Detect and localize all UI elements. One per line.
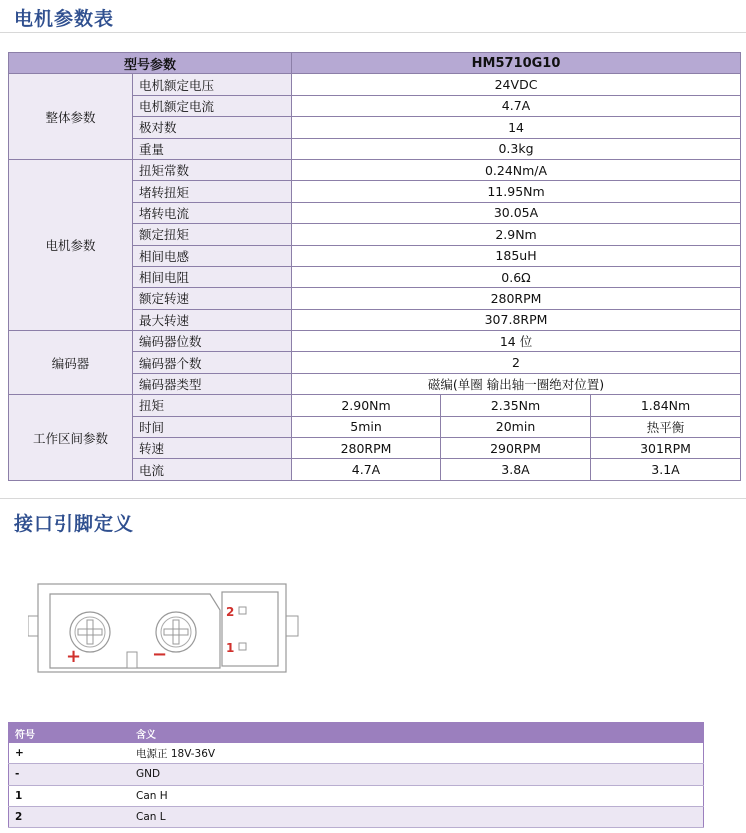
param-name: 相间电感 (133, 245, 292, 266)
pin-row (9, 764, 704, 785)
work-range-value: 3.8A (441, 459, 591, 480)
param-value: 磁编(单圈 输出轴一圈绝对位置) (292, 373, 741, 394)
pin-meaning: Can H (130, 785, 704, 806)
work-range-value: 290RPM (441, 438, 591, 459)
work-range-value: 2.90Nm (292, 395, 441, 416)
param-name: 堵转电流 (133, 202, 292, 223)
work-range-value: 280RPM (292, 438, 441, 459)
param-value: 2 (292, 352, 741, 373)
param-name: 编码器位数 (133, 331, 292, 352)
param-group-label: 工作区间参数 (9, 395, 133, 481)
section-title-motor-params: 电机参数表 (14, 8, 115, 30)
param-name: 最大转速 (133, 309, 292, 330)
param-value: 30.05A (292, 202, 741, 223)
pin-symbol: 2 (9, 806, 131, 827)
param-name: 额定扭矩 (133, 224, 292, 245)
param-value: 0.24Nm/A (292, 159, 741, 180)
pin-meaning: Can L (130, 806, 704, 827)
param-name: 时间 (133, 416, 292, 437)
header-model-param: 型号参数 (9, 53, 292, 74)
param-name: 编码器个数 (133, 352, 292, 373)
work-range-value: 4.7A (292, 459, 441, 480)
work-range-value: 5min (292, 416, 441, 437)
param-name: 编码器类型 (133, 373, 292, 394)
param-row (9, 331, 741, 352)
param-group-label: 编码器 (9, 331, 133, 395)
pin-symbol: - (9, 764, 131, 785)
connector-tab-left (28, 616, 38, 636)
work-range-value: 1.84Nm (591, 395, 741, 416)
param-name: 极对数 (133, 117, 292, 138)
divider (0, 32, 746, 33)
work-range-row (9, 395, 741, 416)
pin-row (9, 785, 704, 806)
key-notch (127, 652, 137, 668)
pin-1-label: 1 (226, 641, 235, 655)
pin-symbol: 1 (9, 785, 131, 806)
param-name: 电流 (133, 459, 292, 480)
param-value: 0.6Ω (292, 266, 741, 287)
param-value: 185uH (292, 245, 741, 266)
work-range-value: 20min (441, 416, 591, 437)
section-title-pin-definition: 接口引脚定义 (14, 513, 135, 535)
work-range-value: 301RPM (591, 438, 741, 459)
param-value: 14 (292, 117, 741, 138)
work-range-value: 2.35Nm (441, 395, 591, 416)
pin-row (9, 743, 704, 764)
pin-col-symbol: 符号 (9, 723, 131, 744)
param-name: 扭矩 (133, 395, 292, 416)
connector-diagram (28, 582, 308, 692)
pin-2-label: 2 (226, 605, 235, 619)
param-value: 11.95Nm (292, 181, 741, 202)
param-value: 14 位 (292, 331, 741, 352)
param-name: 电机额定电流 (133, 95, 292, 116)
param-row (9, 159, 741, 180)
param-value: 280RPM (292, 288, 741, 309)
pin-meaning: GND (130, 764, 704, 785)
param-value: 24VDC (292, 74, 741, 95)
plus-label: + (66, 646, 82, 667)
minus-label: − (152, 644, 168, 665)
param-name: 相间电阻 (133, 266, 292, 287)
param-name: 额定转速 (133, 288, 292, 309)
param-name: 重量 (133, 138, 292, 159)
motor-params-table (8, 52, 741, 481)
param-name: 电机额定电压 (133, 74, 292, 95)
pin-meaning: 电源正 18V-36V (130, 743, 704, 764)
param-value: 0.3kg (292, 138, 741, 159)
work-range-value: 热平衡 (591, 416, 741, 437)
pin-col-meaning: 含义 (130, 723, 704, 744)
work-range-value: 3.1A (591, 459, 741, 480)
param-name: 转速 (133, 438, 292, 459)
param-value: 2.9Nm (292, 224, 741, 245)
param-group-label: 电机参数 (9, 159, 133, 330)
pin-row (9, 806, 704, 827)
connector-tab-right (286, 616, 298, 636)
param-value: 307.8RPM (292, 309, 741, 330)
param-group-label: 整体参数 (9, 74, 133, 160)
divider (0, 498, 746, 499)
param-row (9, 74, 741, 95)
params-header-row (9, 53, 741, 74)
pin-definition-table (8, 722, 704, 828)
param-name: 扭矩常数 (133, 159, 292, 180)
param-name: 堵转扭矩 (133, 181, 292, 202)
pin-symbol: + (9, 743, 131, 764)
param-value: 4.7A (292, 95, 741, 116)
header-model: HM5710G10 (292, 53, 741, 74)
